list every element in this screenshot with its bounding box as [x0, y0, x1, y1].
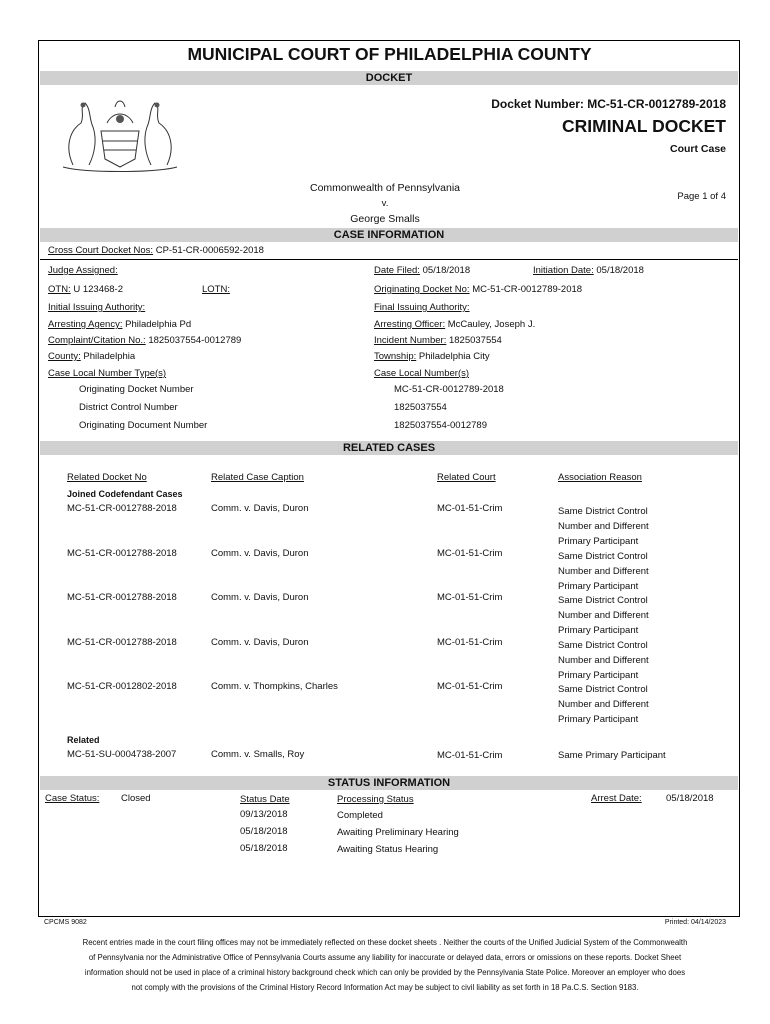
reason-line: Same District Control: [558, 640, 648, 651]
related-docket: MC-51-CR-0012788-2018: [67, 592, 177, 603]
date-filed-label: Date Filed:: [374, 265, 420, 276]
related-court: MC-01-51-Crim: [437, 548, 503, 559]
reason-line: Primary Participant: [558, 670, 639, 681]
related-docket: MC-51-CR-0012788-2018: [67, 503, 177, 514]
docket-number: Docket Number: MC-51-CR-0012789-2018: [491, 97, 726, 111]
reason-line: Same District Control: [558, 506, 648, 517]
related-docket-header: Related Docket No: [67, 472, 147, 483]
reason-line: Same District Control: [558, 595, 648, 606]
related-caption: Comm. v. Smalls, Roy: [211, 749, 305, 760]
reason-line: Primary Participant: [558, 536, 639, 547]
initiation-date-label: Initiation Date:: [533, 265, 594, 276]
printed-date: Printed: 04/14/2023: [664, 919, 726, 926]
judge-label: Judge Assigned:: [48, 265, 118, 276]
association-reason-header: Association Reason: [558, 472, 642, 483]
county-label: County:: [48, 351, 81, 362]
local-type: Originating Docket Number: [79, 384, 194, 395]
arrest-date-value: 05/18/2018: [666, 793, 714, 804]
reason-line: Number and Different: [558, 610, 649, 621]
reason-line: Number and Different: [558, 521, 649, 532]
joined-codefendant-group: Joined Codefendant Cases: [67, 489, 183, 499]
local-number: MC-51-CR-0012789-2018: [394, 384, 504, 395]
local-type-label: Case Local Number Type(s): [48, 368, 167, 379]
otn-label: OTN:: [48, 284, 71, 295]
status-date: 05/18/2018: [240, 843, 288, 854]
county-value: Philadelphia: [83, 351, 136, 362]
association-reason: [558, 638, 649, 683]
pennsylvania-seal-icon: [55, 93, 185, 175]
reason-line: Primary Participant: [558, 625, 639, 636]
incident-value: 1825037554: [448, 335, 502, 346]
processing-status: Awaiting Status Hearing: [337, 844, 439, 855]
docket-bar: DOCKET: [40, 71, 738, 85]
caption-plaintiff: Commonwealth of Pennsylvania: [310, 182, 460, 194]
reason-line: Number and Different: [558, 566, 649, 577]
related-court: MC-01-51-Crim: [437, 637, 503, 648]
related-caption: Comm. v. Davis, Duron: [211, 637, 309, 648]
cross-court-value: CP-51-CR-0006592-2018: [155, 245, 264, 256]
otn-value: U 123468-2: [73, 284, 123, 295]
cross-court-row: [48, 245, 264, 256]
processing-status-header: Processing Status: [337, 794, 414, 805]
association-reason: [558, 504, 649, 549]
reason-line: Primary Participant: [558, 714, 639, 725]
reason-line: Number and Different: [558, 699, 649, 710]
arresting-officer-value: McCauley, Joseph J.: [447, 319, 536, 330]
local-number-label: Case Local Number(s): [374, 368, 470, 379]
association-reason: [558, 593, 649, 638]
lotn-label: LOTN:: [202, 284, 230, 295]
related-caption: Comm. v. Davis, Duron: [211, 503, 309, 514]
case-status-value: Closed: [121, 793, 151, 804]
case-status-label: Case Status:: [45, 793, 100, 804]
caption-versus: v.: [381, 198, 389, 209]
township-value: Philadelphia City: [418, 351, 490, 362]
divider: [40, 259, 738, 260]
local-type: District Control Number: [79, 402, 178, 413]
arrest-date-label: Arrest Date:: [591, 793, 642, 804]
status-date: 05/18/2018: [240, 826, 288, 837]
cross-court-label: Cross Court Docket Nos:: [48, 245, 154, 256]
related-court: MC-01-51-Crim: [437, 592, 503, 603]
final-authority-label: Final Issuing Authority:: [374, 302, 470, 313]
related-court-header: Related Court: [437, 472, 496, 483]
local-number: 1825037554: [394, 402, 447, 413]
related-docket: MC-51-CR-0012788-2018: [67, 637, 177, 648]
court-title: MUNICIPAL COURT OF PHILADELPHIA COUNTY: [187, 44, 592, 64]
orig-docket-value: MC-51-CR-0012789-2018: [472, 284, 583, 295]
related-caption-header: Related Case Caption: [211, 472, 304, 483]
reason-line: Same District Control: [558, 551, 648, 562]
date-filed-value: 05/18/2018: [422, 265, 471, 276]
complaint-label: Complaint/Citation No.:: [48, 335, 146, 346]
initiation-date-value: 05/18/2018: [596, 265, 644, 276]
association-reason: [558, 682, 649, 727]
incident-label: Incident Number:: [374, 335, 447, 346]
related-court: MC-01-51-Crim: [437, 750, 503, 761]
arresting-agency-label: Arresting Agency:: [48, 319, 123, 330]
related-court: MC-01-51-Crim: [437, 503, 503, 514]
orig-docket-label: Originating Docket No:: [374, 284, 470, 295]
processing-status: Completed: [337, 810, 383, 821]
arresting-agency-value: Philadelphia Pd: [125, 319, 192, 330]
status-date-header: Status Date: [240, 794, 290, 805]
reason-line: Same District Control: [558, 684, 648, 695]
caption-defendant: George Smalls: [350, 213, 420, 225]
related-caption: Comm. v. Thompkins, Charles: [211, 681, 338, 692]
initial-authority-label: Initial Issuing Authority:: [48, 302, 146, 313]
related-group: Related: [67, 735, 100, 745]
status-date: 09/13/2018: [240, 809, 288, 820]
reason-line: Primary Participant: [558, 581, 639, 592]
related-docket: MC-51-CR-0012802-2018: [67, 681, 177, 692]
township-label: Township:: [374, 351, 417, 362]
local-number: 1825037554-0012789: [394, 420, 487, 431]
related-cases-bar: RELATED CASES: [40, 441, 738, 455]
related-docket: MC-51-SU-0004738-2007: [67, 749, 177, 760]
related-docket: MC-51-CR-0012788-2018: [67, 548, 177, 559]
status-info-bar: STATUS INFORMATION: [40, 776, 738, 790]
disclaimer: Recent entries made in the court filing offices may not be immediately reflected on these docket sheets . Neither the courts of the Unified Judicial System of the Commonwealth of Pennsylvania nor the Administrative Office of Pennsylvania Courts assume any liability for inaccurate or delayed data, errors or omissions on these reports. Docket Sheet information should not be used in place of a criminal history background check which can only be provided by the Pennsylvania State Police. Moreover an employer who does not comply with the provisions of the Criminal History Record Information Act may be subject to civil liability as set forth in 18 Pa.C.S. Section 9183.: [82, 938, 688, 992]
case-info-bar: CASE INFORMATION: [40, 228, 738, 242]
arresting-officer-label: Arresting Officer:: [374, 319, 446, 330]
related-caption: Comm. v. Davis, Duron: [211, 548, 309, 559]
processing-status: Awaiting Preliminary Hearing: [337, 827, 459, 838]
reason-line: Number and Different: [558, 655, 649, 666]
local-type: Originating Document Number: [79, 420, 208, 431]
complaint-value: 1825037554-0012789: [148, 335, 242, 346]
association-reason: [558, 549, 649, 594]
court-case-label: Court Case: [669, 143, 726, 155]
form-id: CPCMS 9082: [44, 919, 87, 926]
related-court: MC-01-51-Crim: [437, 681, 503, 692]
association-reason: Same Primary Participant: [558, 750, 666, 761]
docket-type: CRIMINAL DOCKET: [562, 116, 726, 136]
related-caption: Comm. v. Davis, Duron: [211, 592, 309, 603]
page-number: Page 1 of 4: [677, 191, 726, 202]
